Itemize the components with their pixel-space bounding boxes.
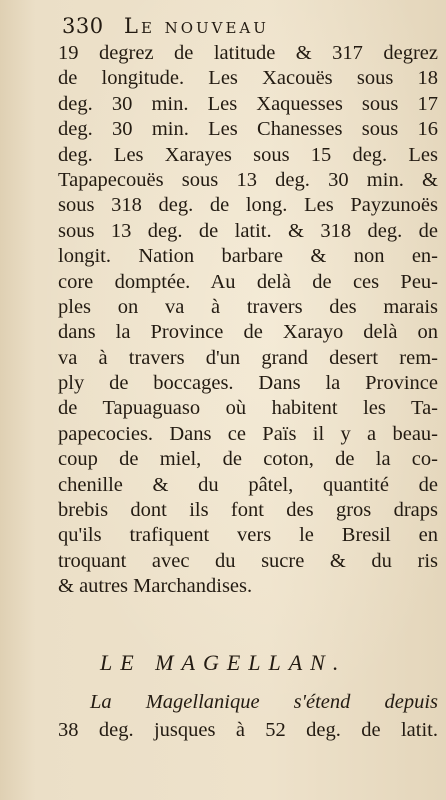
text-line-last: & autres Marchandises. (58, 575, 253, 598)
text-line: ply de boccages. Dans la Province (58, 372, 438, 395)
section-text-line: La Magellanique s'étend depuis (90, 691, 438, 713)
text-line: deg. 30 min. Les Xaquesses sous 17 (58, 92, 438, 115)
text-line: papecocies. Dans ce Païs il y a beau- (58, 422, 438, 445)
text-line: sous 318 deg. de long. Les Payzunoës (58, 194, 438, 217)
text-line: dans la Province de Xarayo delà on (58, 321, 438, 344)
text-line: longit. Nation barbare & non en- (58, 245, 438, 268)
text-line: Tapapecouës sous 13 deg. 30 min. & (58, 168, 438, 191)
text-line: ples on va à travers des marais (58, 295, 438, 318)
page-number: 330 (62, 14, 104, 38)
text-line: brebis dont ils font des gros draps (58, 499, 438, 522)
section-heading: LE MAGELLAN. (100, 650, 347, 675)
body-text (58, 41, 438, 600)
text-line: core domptée. Au delà de ces Peu- (58, 270, 438, 293)
text-line: deg. Les Xarayes sous 15 deg. Les (58, 143, 438, 166)
text-line: 19 degrez de latitude & 317 degrez (58, 42, 438, 64)
section-text-line: 38 deg. jusques à 52 deg. de latit. (58, 719, 438, 741)
text-line: chenille & du pâtel, quantité de (58, 473, 438, 496)
running-title: Le nouveau (124, 14, 269, 38)
text-line: qu'ils trafiquent vers le Bresil en (58, 524, 438, 547)
text-line: deg. 30 min. Les Chanesses sous 16 (58, 118, 438, 141)
text-line: sous 13 deg. de latit. & 318 deg. de (58, 219, 438, 242)
text-line: coup de miel, de coton, de la co- (58, 448, 438, 471)
text-line: de longitude. Les Xacouës sous 18 (58, 67, 438, 90)
text-line: de Tapuaguaso où habitent les Ta- (58, 397, 438, 420)
text-line: va à travers d'un grand desert rem- (58, 346, 438, 369)
page-header (62, 12, 442, 40)
text-line: troquant avec du sucre & du ris (58, 549, 438, 572)
section-text (58, 688, 438, 744)
